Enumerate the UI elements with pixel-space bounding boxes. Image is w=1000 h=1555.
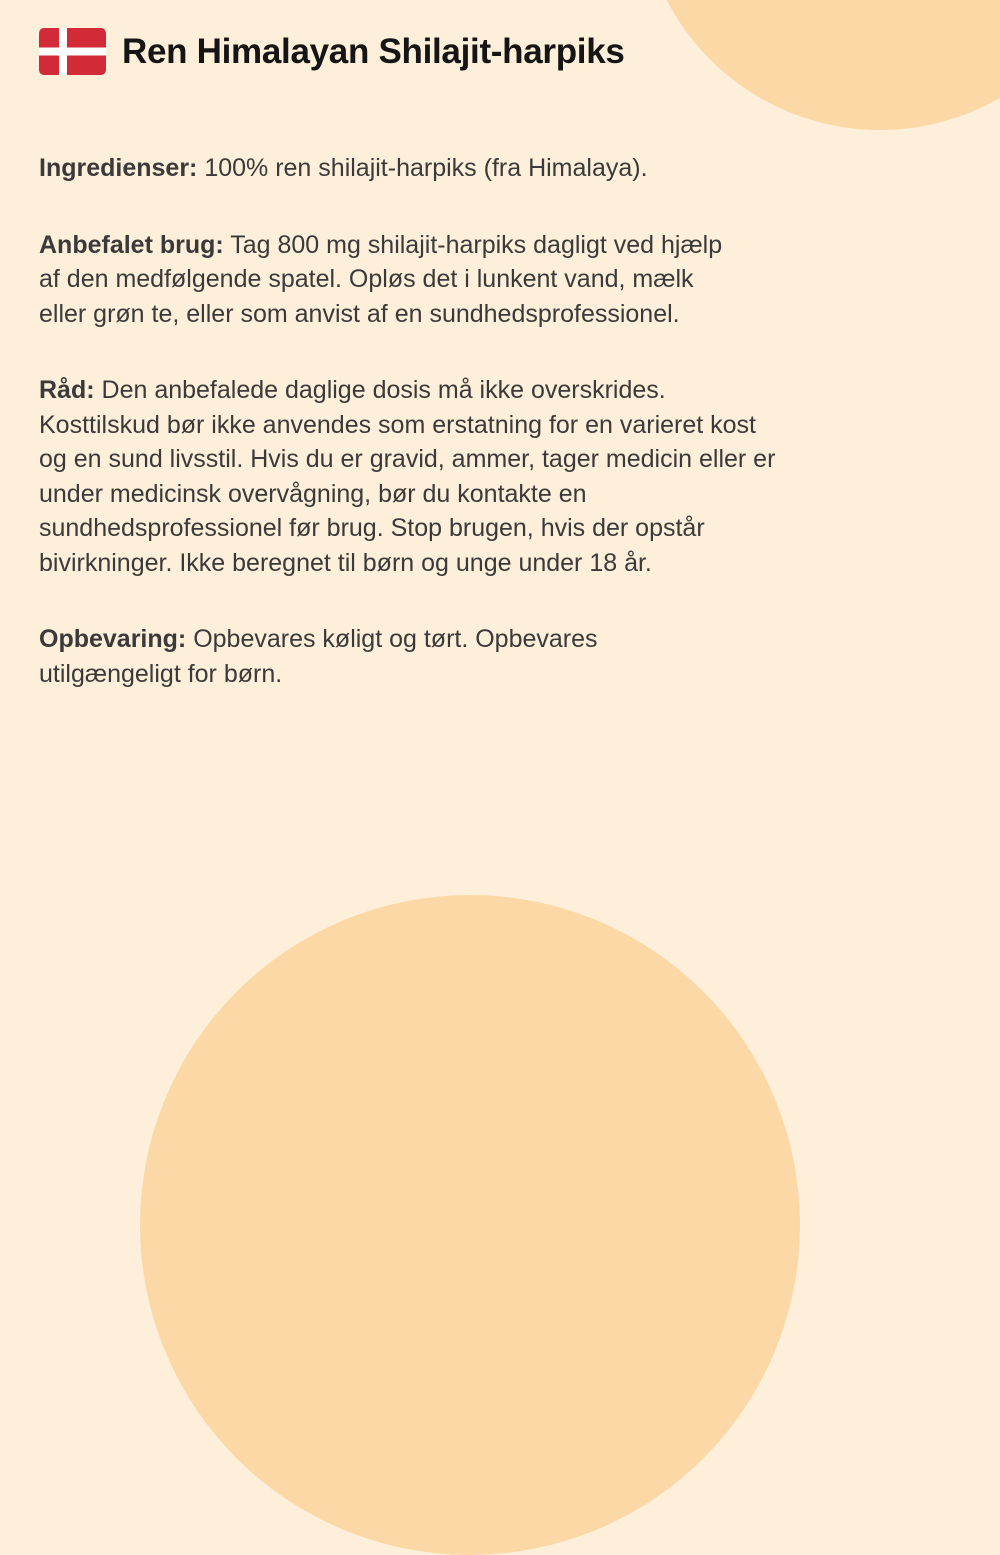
usage-line-2: af den medfølgende spatel. Opløs det i lunkent vand, mælk [39,265,694,293]
storage-text-1: Opbevares køligt og tørt. Opbevares [186,625,598,653]
storage-section [39,622,939,691]
ingredients-label: Ingredienser: [39,154,198,182]
storage-line-2: utilgængeligt for børn. [39,659,283,688]
usage-text-1: Tag 800 mg shilajit-harpiks dagligt ved hjælp [223,230,723,259]
product-info [39,151,939,691]
storage-line-1 [39,622,939,657]
advice-label: Råd: [39,376,95,404]
decorative-circle-top-right [640,0,1000,130]
ingredients-line-1 [39,151,939,186]
ingredients-text: 100% ren shilajit-harpiks (fra Himalaya). [197,154,648,182]
advice-line-5: sundhedsprofessionel før brug. Stop brugen, hvis der opstår [39,514,705,542]
usage-label: Anbefalet brug: [39,230,224,259]
product-header [39,28,625,75]
usage-line-1 [39,228,939,263]
advice-line-4: under medicinsk overvågning, bør du kontakte en [39,479,587,508]
denmark-flag-icon [39,28,106,75]
decorative-circle-bottom [140,895,800,1555]
advice-text-1: Den anbefalede daglige dosis må ikke overskrides. [94,376,666,404]
page-title: Ren Himalayan Shilajit-harpiks [122,31,625,71]
storage-label: Opbevaring: [39,625,187,653]
advice-line-3: og en sund livsstil. Hvis du er gravid, ammer, tager medicin eller er [39,445,776,473]
usage-section [39,228,939,332]
advice-line-6: bivirkninger. Ikke beregnet til børn og unge under 18 år. [39,548,652,577]
advice-section [39,373,939,580]
advice-line-1 [39,373,939,408]
advice-line-2: Kosttilskud bør ikke anvendes som erstatning for en varieret kost [39,410,756,439]
ingredients-section [39,151,939,186]
usage-line-3: eller grøn te, eller som anvist af en sundhedsprofessionel. [39,299,680,328]
